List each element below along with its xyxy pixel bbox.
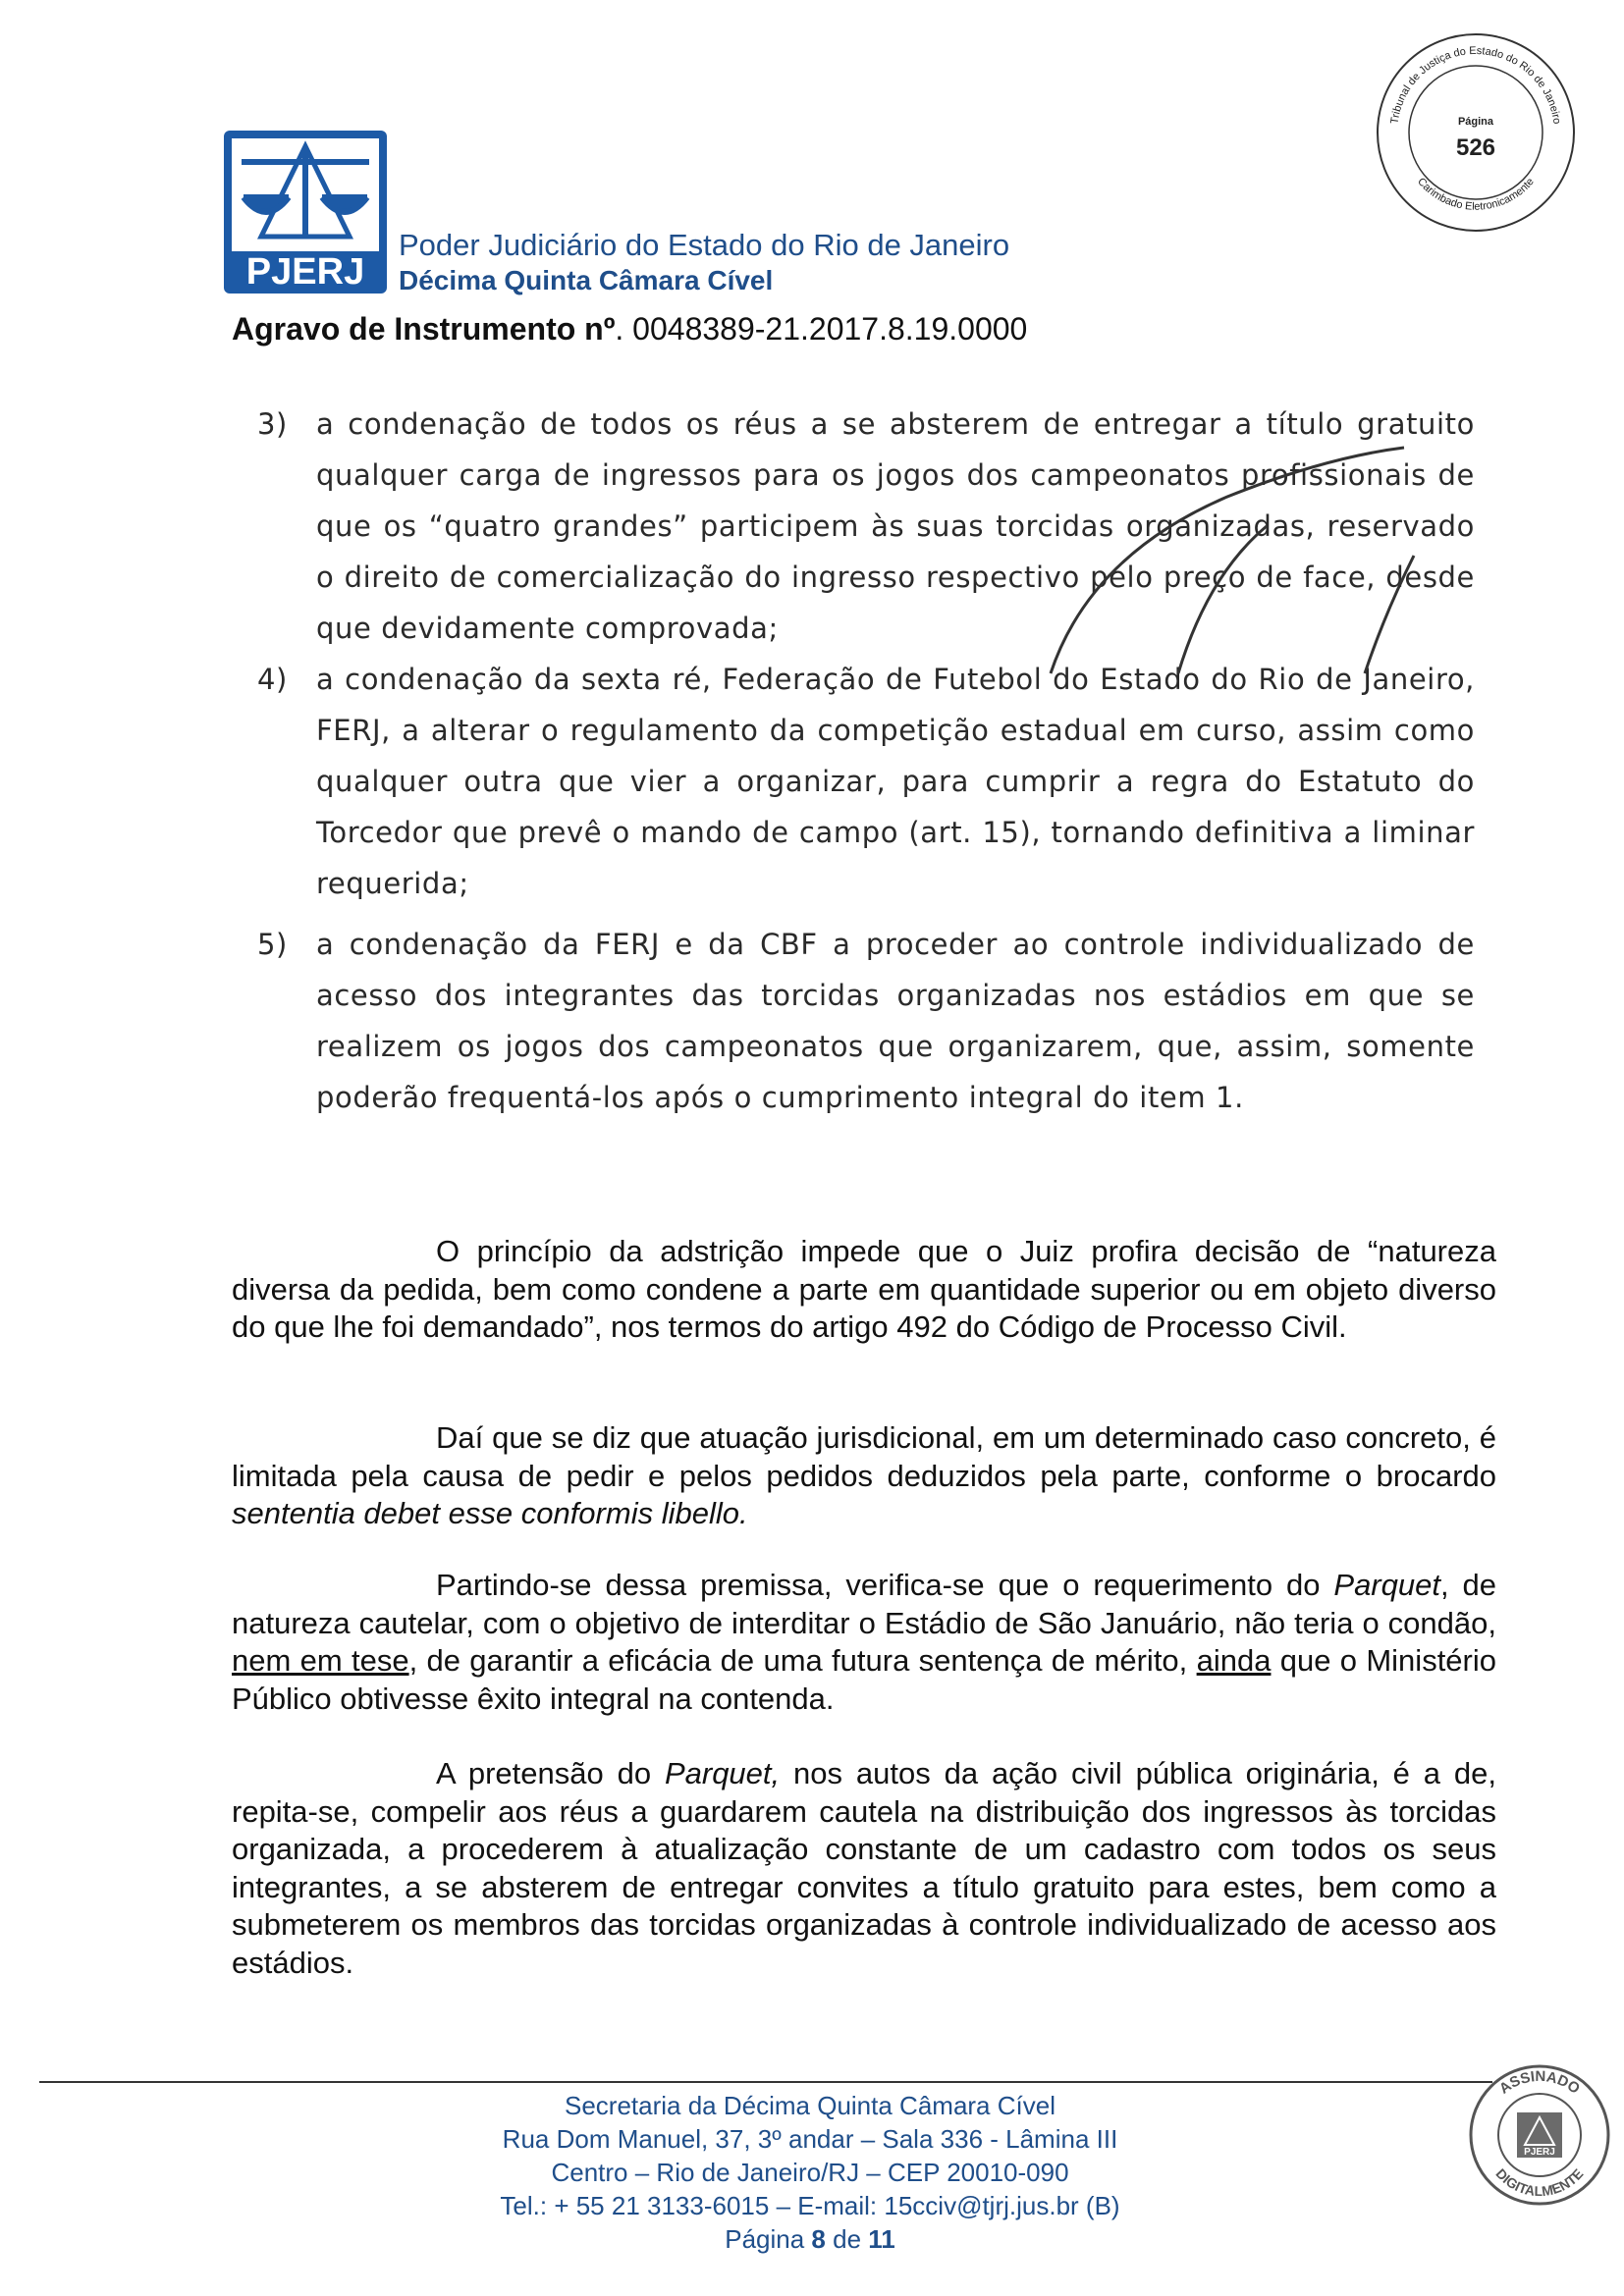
scan-item-number: 3): [257, 407, 288, 441]
page-stamp: [1373, 29, 1579, 236]
footer-secretariat: Secretaria da Décima Quinta Câmara Cível: [565, 2091, 1056, 2120]
footer: [373, 2089, 1247, 2256]
footer-city: Centro – Rio de Janeiro/RJ – CEP 20010-090: [551, 2158, 1069, 2187]
pen-stroke: [1051, 448, 1404, 673]
underlined-phrase: ainda: [1196, 1643, 1272, 1678]
scan-item-text: a condenação da sexta ré, Federação de Futebol do Estado do Rio de Janeiro, FERJ, a alterar o regulamento da competição estadual em curso, assim como qualquer outra que vier a organizar, para cumprir a regra do Estatuto do Torcedor que prevê o mando de campo (art. 15), tornando definitiva a liminar requerida;: [316, 663, 1475, 900]
page-total: 11: [868, 2224, 895, 2254]
stamp-inner-ring: [1409, 66, 1543, 199]
latin-maxim: sententia debet esse conformis libello.: [232, 1496, 748, 1530]
paragraph-text: que o Ministério Público obtivesse êxito integral na contenda.: [232, 1643, 1496, 1716]
logo-text: PJERJ: [245, 251, 365, 293]
footer-pagination: [373, 2222, 1247, 2256]
pen-stroke: [1178, 526, 1267, 673]
footer-address: Rua Dom Manuel, 37, 3º andar – Sala 336 - Lâmina III: [502, 2124, 1118, 2154]
pjerj-logo: [222, 129, 389, 295]
institution-title: Poder Judiciário do Estado do Rio de Janeiro: [399, 228, 1010, 262]
case-number: . 0048389-21.2017.8.19.0000: [615, 311, 1028, 347]
seal-bottom-text: DIGITALMENTE: [1492, 2165, 1587, 2200]
case-label-prefix: Agravo de Instrumento nº: [232, 311, 616, 347]
underlined-phrase: nem em tese: [232, 1643, 409, 1678]
paragraph: O princípio da adstrição impede que o Juiz profira decisão de “natureza diversa da pedida, bem como condene a parte em quantidade superior ou em objeto diverso do que lhe foi demandado”, nos termos do artigo 492 do Código de Processo Civil.: [232, 1234, 1496, 1344]
chamber-name: Décima Quinta Câmara Cível: [399, 265, 774, 295]
paragraph-text: nos autos da ação civil pública originária, é a de, repita-se, compelir aos réus a guardarem cautela na distribuição dos ingressos às torcidas organizada, a procederem à atualização constante de um cadastro com todos os seus integrantes, a se absterem de entregar convites a título gratuito para estes, bem como a submeterem os membros das torcidas organizadas à controle individualizado de acesso aos estádios.: [232, 1756, 1496, 1980]
paragraph-text: , de natureza cautelar, com o objetivo de interditar o Estádio de São Januário, não teria o condão,: [232, 1568, 1496, 1640]
scan-item: [257, 919, 1475, 1123]
paragraph-text: Partindo-se dessa premissa, verifica-se que o requerimento do: [436, 1568, 1334, 1602]
footer-divider: [39, 2081, 1492, 2083]
handwritten-strokes: [1031, 389, 1483, 683]
digital-signature-seal: [1466, 2061, 1613, 2209]
scan-item-number: 4): [257, 663, 288, 696]
paragraph: [232, 1755, 1496, 1982]
stamp-page-number: 526: [1455, 134, 1496, 161]
paragraph: [232, 1419, 1496, 1533]
pen-stroke: [1365, 556, 1414, 673]
parquet-term: Parquet: [1333, 1568, 1440, 1602]
scan-item-text: a condenação da FERJ e da CBF a proceder ao controle individualizado de acesso dos integrantes das torcidas organizadas nos estádios em que se realizem os jogos dos campeonatos que organizarem, que, assim, somente poderão frequentá-los após o cumprimento integral do item 1.: [316, 928, 1475, 1114]
case-label: [232, 311, 1027, 347]
parquet-term: Parquet,: [664, 1756, 781, 1790]
stamp-ring-text-bottom: Carimbado Eletronicamente: [1415, 176, 1537, 213]
stamp-label: Página: [1457, 116, 1494, 128]
scan-item: [257, 654, 1475, 909]
scan-item-number: 5): [257, 928, 288, 961]
page-separator: de: [825, 2224, 869, 2254]
seal-logo-icon: [1517, 2112, 1562, 2158]
paragraph: [232, 1567, 1496, 1718]
seal-top-text: ASSINADO: [1495, 2067, 1584, 2098]
paragraph-text: Daí que se diz que atuação jurisdicional, em um determinado caso concreto, é limitada pela causa de pedir e pelos pedidos deduzidos pela parte, conforme o brocardo: [232, 1420, 1496, 1493]
seal-logo-text: PJERJ: [1524, 2147, 1555, 2158]
page-prefix: Página: [725, 2224, 812, 2254]
paragraph-text: A pretensão do: [436, 1756, 665, 1790]
stamp-ring-text: Tribunal de Justiça do Estado do Rio de Janeiro: [1388, 44, 1563, 126]
scan-item-text: a condenação de todos os réus a se absterem de entregar a título gratuito qualquer carga de ingressos para os jogos dos campeonatos profissionais de que os “quatro grandes” participem às suas torcidas organizadas, reservado o direito de comercialização do ingresso respectivo pelo preço de face, desde que devidamente comprovada;: [316, 407, 1475, 645]
paragraph-text: , de garantir a eficácia de uma futura sentença de mérito,: [408, 1643, 1197, 1678]
page-current: 8: [811, 2224, 826, 2254]
footer-contact: Tel.: + 55 21 3133-6015 – E-mail: 15cciv@tjrj.jus.br (B): [500, 2191, 1120, 2220]
